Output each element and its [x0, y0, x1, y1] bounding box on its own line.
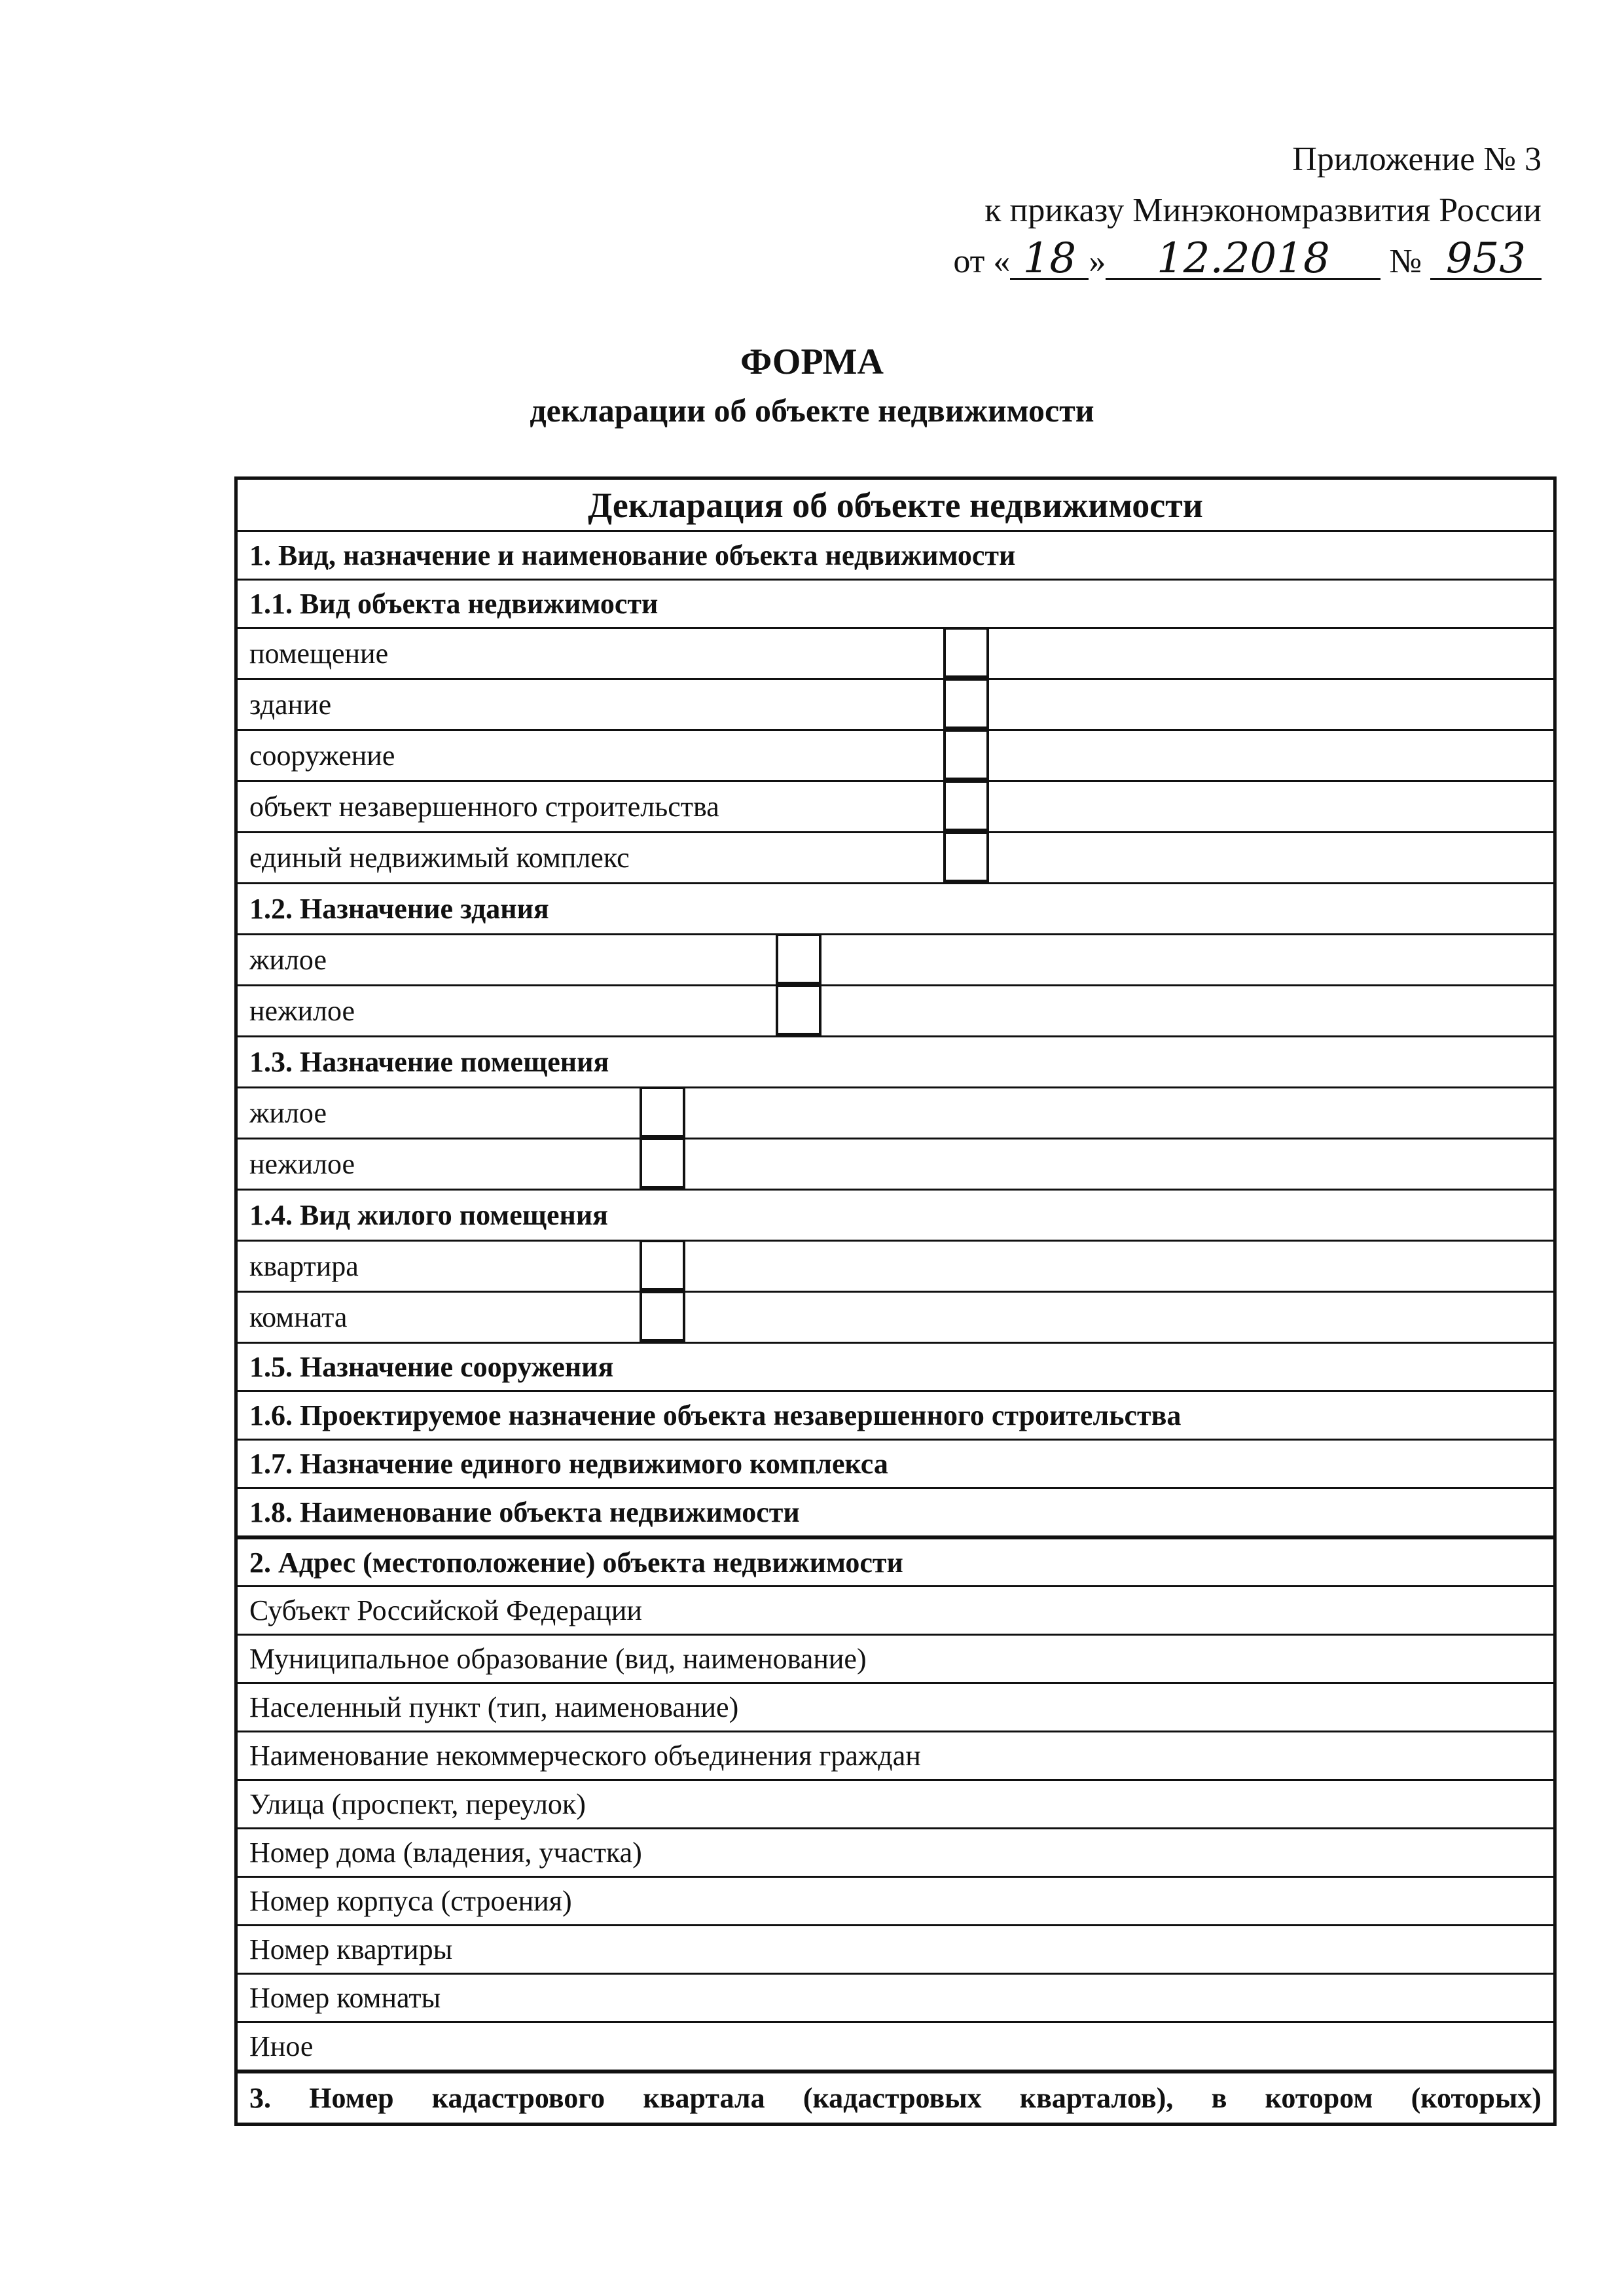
order-date-line: [900, 236, 1542, 287]
address-field-subject: Субъект Российской Федерации: [238, 1587, 1553, 1636]
address-field-municipality: Муниципальное образование (вид, наименование): [238, 1636, 1553, 1684]
appendix-number: Приложение № 3: [1292, 141, 1542, 178]
checkbox-unfinished-construction[interactable]: [943, 780, 989, 831]
option-apartment: [238, 1242, 1553, 1293]
option-structure: [238, 731, 1553, 782]
title-subtitle: декларации об объекте недвижимости: [530, 392, 1094, 429]
option-label: помещение: [249, 637, 389, 670]
number-prefix: №: [1389, 243, 1422, 280]
checkbox-single-complex[interactable]: [943, 831, 989, 882]
section-3-word: Номер: [309, 2082, 394, 2114]
section-1-7-heading: 1.7. Назначение единого недвижимого комплекса: [238, 1441, 1553, 1489]
option-premises: [238, 629, 1553, 680]
date-prefix: от «: [953, 243, 1011, 280]
date-day-handwritten: 18: [1010, 239, 1089, 280]
section-3-word: в: [1211, 2082, 1227, 2114]
date-separator: »: [1089, 243, 1106, 280]
address-field-house: Номер дома (владения, участка): [238, 1829, 1553, 1878]
option-label: единый недвижимый комплекс: [249, 842, 630, 874]
option-label: объект незавершенного строительства: [249, 791, 719, 823]
section-1-3-heading: 1.3. Назначение помещения: [238, 1037, 1553, 1088]
section-3-word: кадастрового: [431, 2082, 605, 2114]
section-1-2-heading: 1.2. Назначение здания: [238, 884, 1553, 935]
section-3-word: (кадастровых: [803, 2082, 982, 2114]
address-field-room: Номер комнаты: [238, 1975, 1553, 2023]
option-label: сооружение: [249, 740, 395, 772]
section-1-heading: 1. Вид, назначение и наименование объекта недвижимости: [238, 532, 1553, 581]
section-3-word: 3.: [249, 2082, 271, 2114]
section-3-word: квартала: [643, 2082, 765, 2114]
option-single-complex: [238, 833, 1553, 884]
option-label: комната: [249, 1301, 348, 1333]
section-3-word: котором: [1265, 2082, 1373, 2114]
checkbox-structure[interactable]: [943, 729, 989, 780]
address-field-settlement: Населенный пункт (тип, наименование): [238, 1684, 1553, 1732]
option-premises-nonresidential: [238, 1139, 1553, 1191]
option-label: нежилое: [249, 1148, 355, 1180]
checkbox-building-residential[interactable]: [776, 933, 821, 984]
section-3-heading: [238, 2072, 1553, 2123]
section-1-6-heading: 1.6. Проектируемое назначение объекта незавершенного строительства: [238, 1392, 1553, 1441]
checkbox-premises-nonresidential[interactable]: [640, 1138, 685, 1189]
checkbox-building-nonresidential[interactable]: [776, 984, 821, 1035]
section-1-8-heading: 1.8. Наименование объекта недвижимости: [238, 1489, 1553, 1537]
checkbox-premises-residential[interactable]: [640, 1086, 685, 1138]
address-field-apartment: Номер квартиры: [238, 1926, 1553, 1975]
section-2-heading: 2. Адрес (местоположение) объекта недвижимости: [238, 1537, 1553, 1587]
option-unfinished-construction: [238, 782, 1553, 833]
section-1-1-heading: 1.1. Вид объекта недвижимости: [238, 581, 1553, 629]
section-3-word: (которых): [1411, 2082, 1542, 2114]
option-label: квартира: [249, 1250, 359, 1282]
checkbox-premises[interactable]: [943, 627, 989, 678]
address-field-street: Улица (проспект, переулок): [238, 1781, 1553, 1829]
address-field-building: Номер корпуса (строения): [238, 1878, 1553, 1926]
order-number-handwritten: 953: [1430, 239, 1542, 280]
section-3-word: кварталов),: [1019, 2082, 1174, 2114]
option-building-nonresidential: [238, 986, 1553, 1037]
date-month-year-handwritten: 12.2018: [1106, 239, 1380, 280]
option-label: здание: [249, 689, 332, 721]
option-room: [238, 1293, 1553, 1344]
address-field-nonprofit-association: Наименование некоммерческого объединения граждан: [238, 1732, 1553, 1781]
option-label: жилое: [249, 1097, 327, 1129]
checkbox-building[interactable]: [943, 678, 989, 729]
option-label: жилое: [249, 944, 327, 976]
section-1-4-heading: 1.4. Вид жилого помещения: [238, 1191, 1553, 1242]
title-form: ФОРМА: [740, 342, 884, 382]
appendix-header: [900, 134, 1542, 287]
option-building: [238, 680, 1553, 731]
option-building-residential: [238, 935, 1553, 986]
declaration-form: [234, 476, 1557, 2126]
form-caption: Декларация об объекте недвижимости: [238, 480, 1553, 532]
address-field-other: Иное: [238, 2023, 1553, 2072]
option-label: нежилое: [249, 995, 355, 1027]
order-reference: к приказу Минэкономразвития России: [984, 192, 1542, 229]
checkbox-apartment[interactable]: [640, 1240, 685, 1291]
document-title: [0, 337, 1624, 434]
section-1-5-heading: 1.5. Назначение сооружения: [238, 1344, 1553, 1392]
option-premises-residential: [238, 1088, 1553, 1139]
checkbox-room[interactable]: [640, 1291, 685, 1342]
